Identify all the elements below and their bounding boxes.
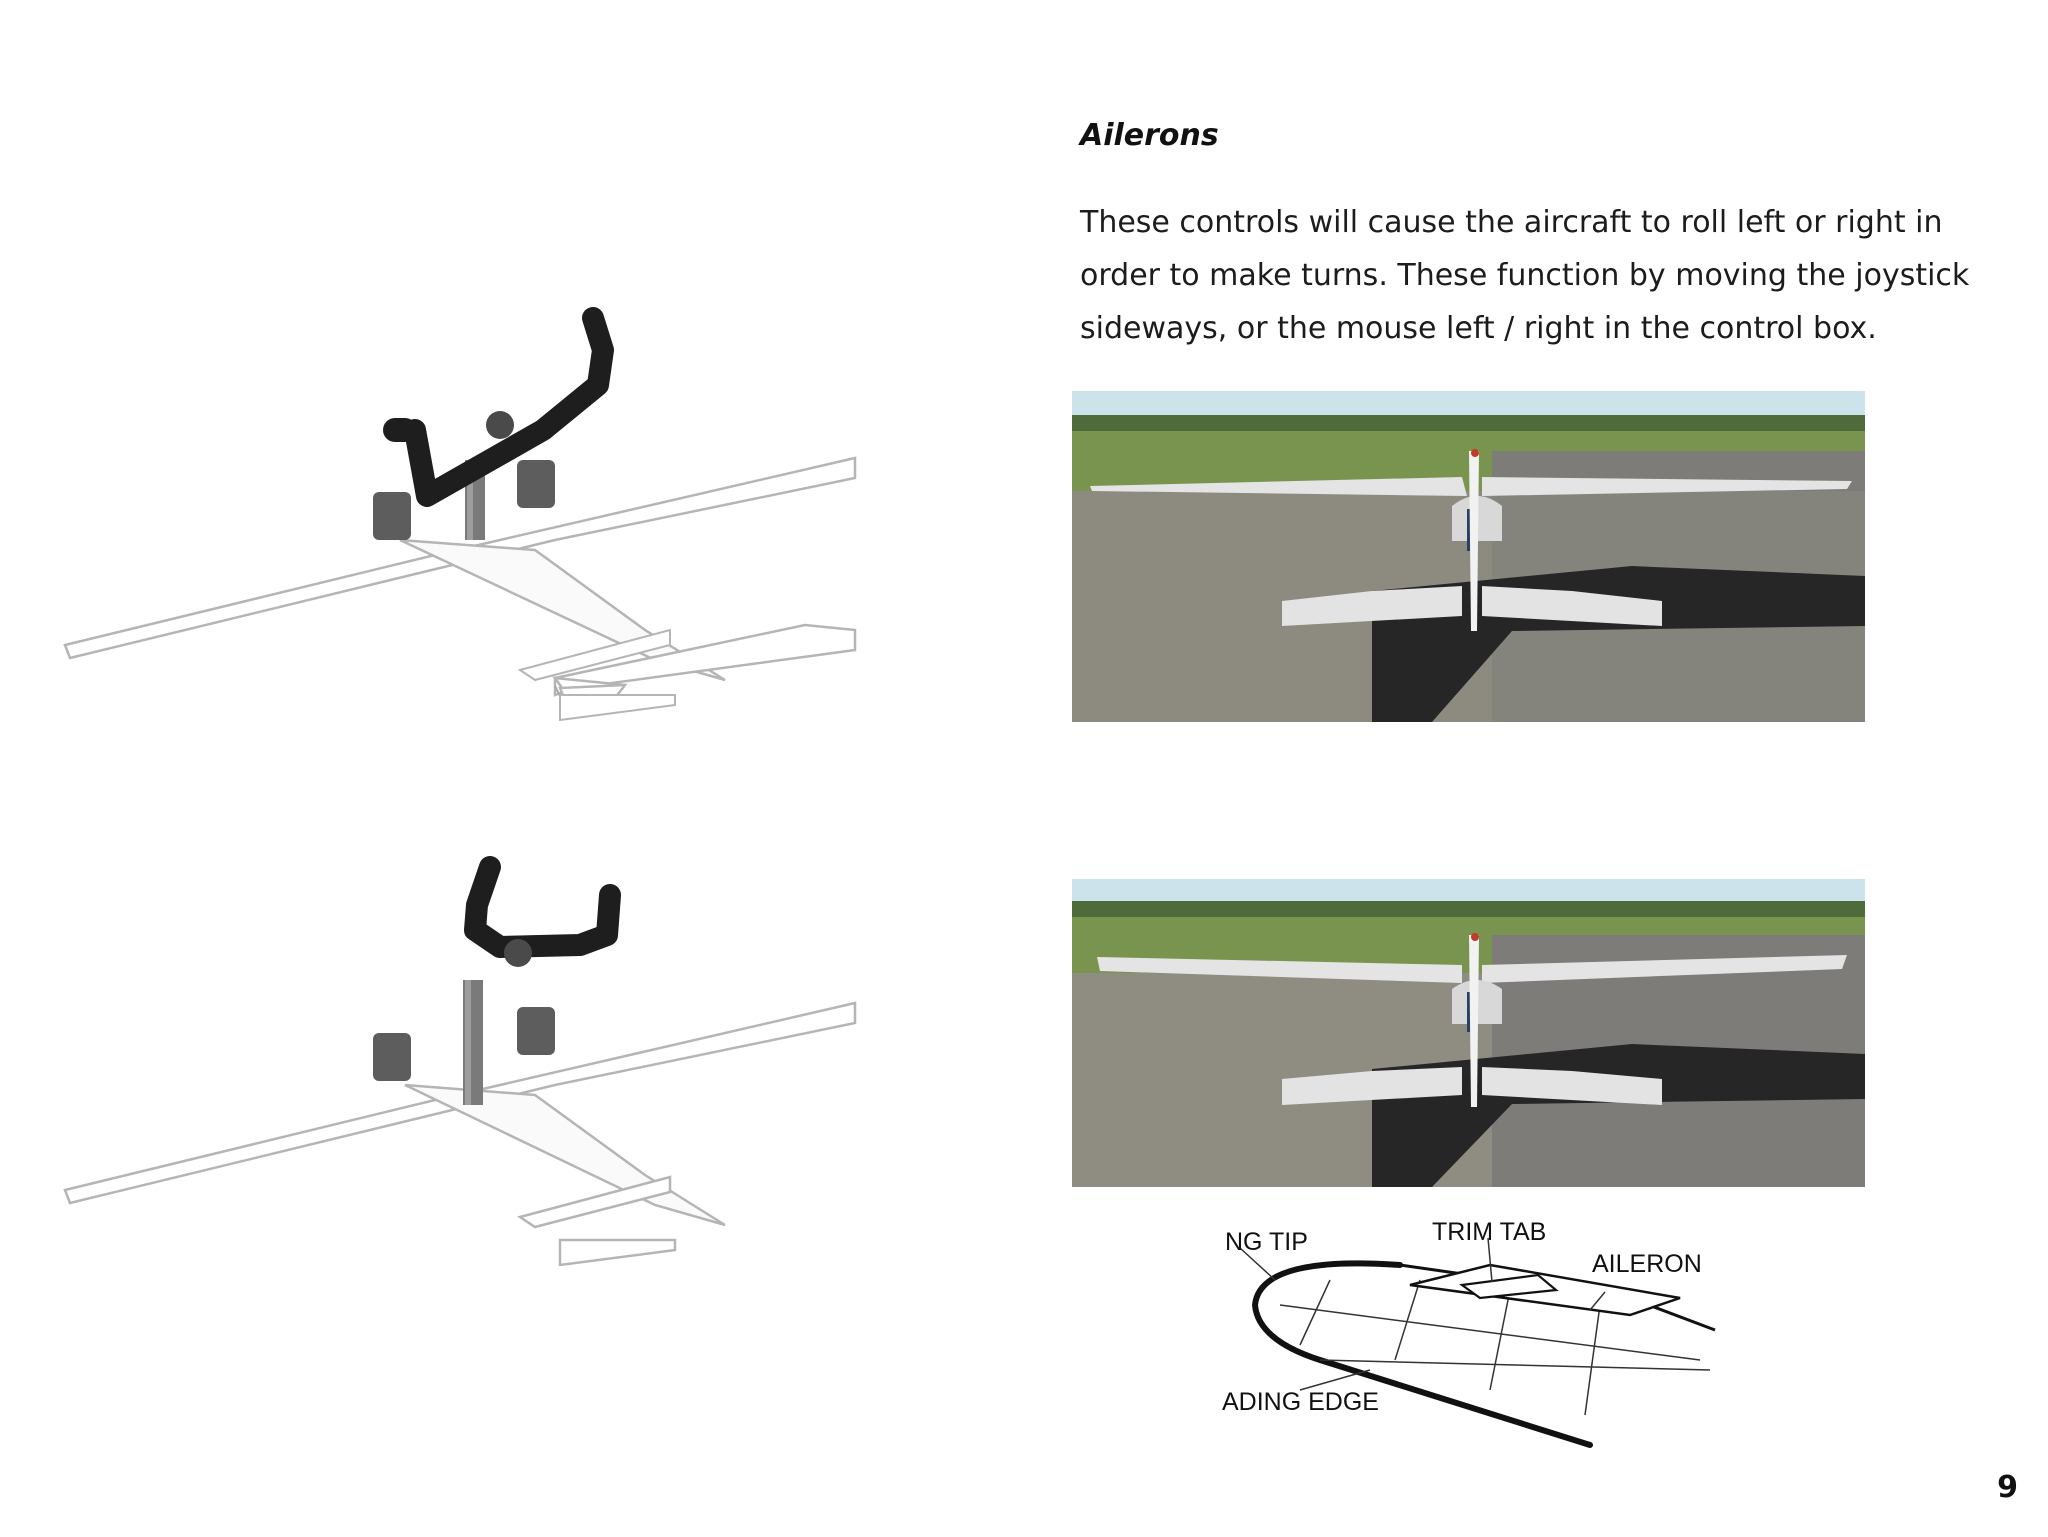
- page-number: 9: [1997, 1470, 2018, 1505]
- trim-tab-label: TRIM TAB: [1432, 1218, 1547, 1246]
- section-title: Ailerons: [1080, 118, 1219, 153]
- wing-tip-label: NG TIP: [1225, 1228, 1308, 1256]
- aircraft-photo-top: [1072, 391, 1865, 722]
- aircraft-photo-bottom: [1072, 879, 1865, 1187]
- leading-edge-label: ADING EDGE: [1222, 1388, 1379, 1416]
- aileron-label: AILERON: [1592, 1250, 1702, 1278]
- yoke-illustration-bottom: [55, 855, 865, 1295]
- yoke-illustration-top: [55, 300, 865, 740]
- section-body: These controls will cause the aircraft to roll left or right in order to make turns. These function by moving the joystick sideways, or the mouse left / right in the control box.: [1080, 205, 1970, 346]
- aileron-wing-diagram: [1200, 1210, 1730, 1450]
